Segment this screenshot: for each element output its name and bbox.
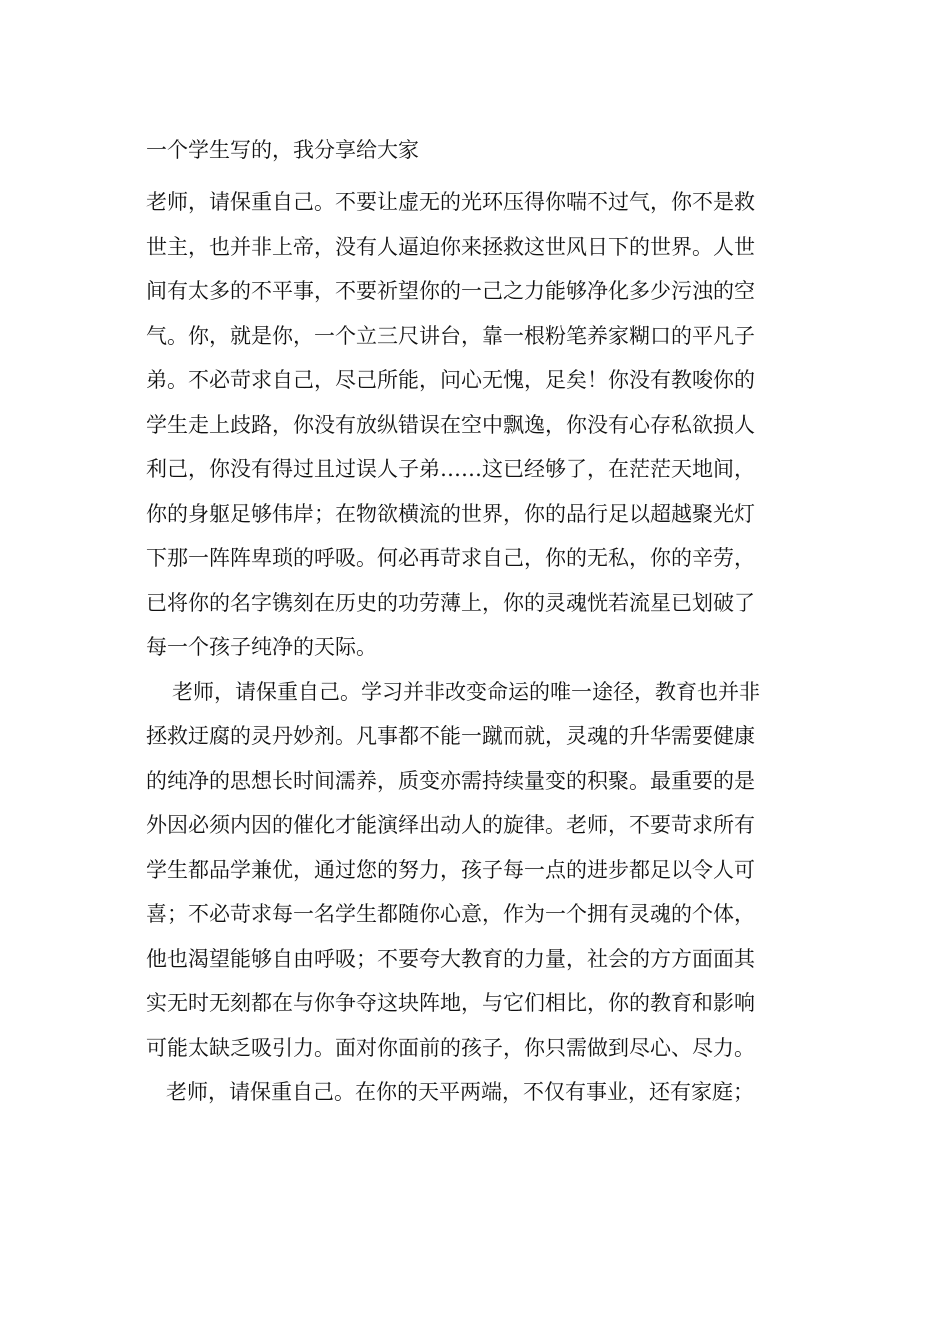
intro-line: 一个学生写的，我分享给大家 <box>146 138 419 162</box>
text-line: 喜；不必苛求每一名学生都随你心意，作为一个拥有灵魂的个体， <box>146 902 755 926</box>
text-line: 他也渴望能够自由呼吸；不要夸大教育的力量，社会的方方面面其 <box>146 946 755 971</box>
text-line: 实无时无刻都在与你争夺这块阵地，与它们相比，你的教育和影响 <box>146 991 755 1015</box>
text-line: 老师，请保重自己。学习并非改变命运的唯一途径，教育也并非 <box>172 679 760 704</box>
paragraph-1 <box>146 180 808 670</box>
text-line: 下那一阵阵卑琐的呼吸。何必再苛求自己，你的无私，你的辛劳， <box>146 546 755 570</box>
text-line: 你的身躯足够伟岸；在物欲横流的世界，你的品行足以超越聚光灯 <box>146 501 755 526</box>
text-line: 老师，请保重自己。在你的天平两端，不仅有事业，还有家庭； <box>166 1080 754 1104</box>
text-line: 学生走上歧路，你没有放纵错误在空中飘逸，你没有心存私欲损人 <box>146 412 755 437</box>
text-line: 学生都品学兼优，通过您的努力，孩子每一点的进步都足以令人可 <box>146 857 755 882</box>
document-body <box>146 180 808 1115</box>
text-line: 外因必须内因的催化才能演绎出动人的旋律。老师，不要苛求所有 <box>146 813 755 837</box>
text-line: 弟。不必苛求自己，尽己所能，问心无愧，足矣！你没有教唆你的 <box>146 368 755 392</box>
text-line: 的纯净的思想长时间濡养，质变亦需持续量变的积聚。最重要的是 <box>146 768 755 793</box>
text-line: 每一个孩子纯净的天际。 <box>146 635 377 659</box>
text-line: 拯救迂腐的灵丹妙剂。凡事都不能一蹴而就，灵魂的升华需要健康 <box>146 724 755 748</box>
text-line: 老师，请保重自己。不要让虚无的光环压得你喘不过气，你不是救 <box>146 190 755 214</box>
text-line: 可能太缺乏吸引力。面对你面前的孩子，你只需做到尽心、尽力。 <box>146 1035 755 1060</box>
text-line: 气。你，就是你，一个立三尺讲台，靠一根粉笔养家糊口的平凡子 <box>146 323 755 348</box>
text-line: 间有太多的不平事，不要祈望你的一己之力能够净化多少污浊的空 <box>146 279 755 303</box>
text-line: 已将你的名字镌刻在历史的功劳薄上，你的灵魂恍若流星已划破了 <box>146 590 755 615</box>
text-line: 利己，你没有得过且过误人子弟……这已经够了，在茫茫天地间， <box>146 457 755 481</box>
text-line: 世主，也并非上帝，没有人逼迫你来拯救这世风日下的世界。人世 <box>146 234 755 259</box>
paragraph-3 <box>146 1070 808 1115</box>
paragraph-2 <box>146 670 808 1071</box>
